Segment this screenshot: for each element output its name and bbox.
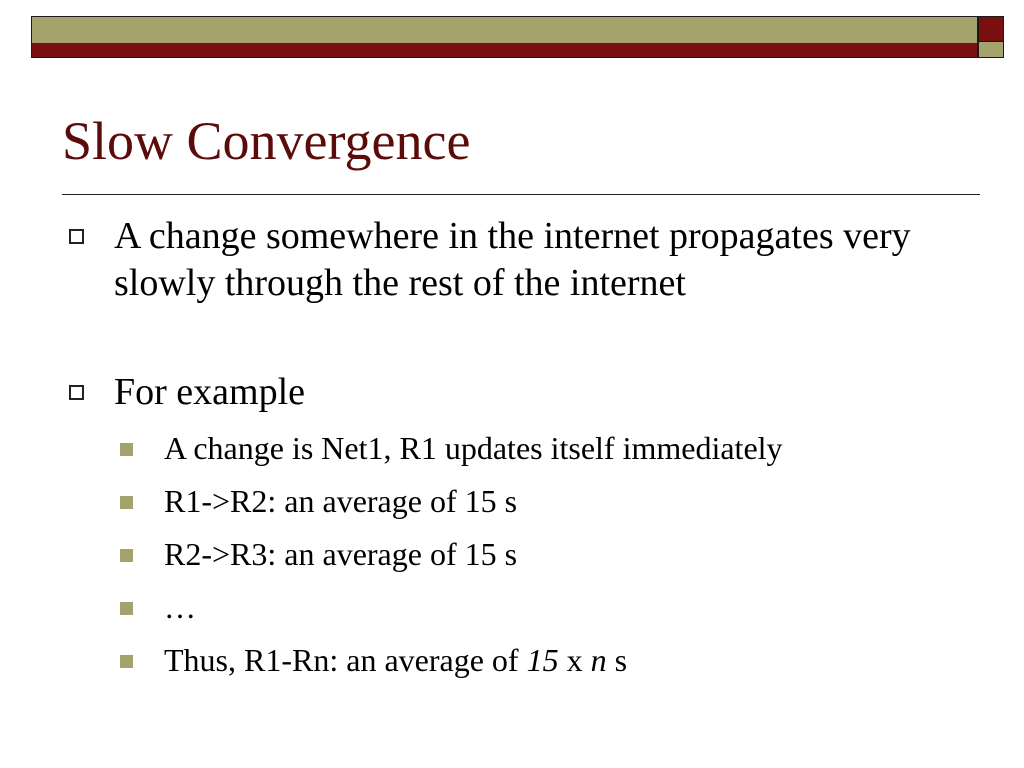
hollow-square-bullet-icon: [69, 385, 84, 400]
sub-bullet-text: …: [164, 589, 196, 625]
sub-bullet-variable: n: [590, 642, 607, 678]
sub-bullet-text: A change is Net1, R1 updates itself immediately: [164, 430, 783, 466]
sub-bullet-thus-r1-rn: [164, 640, 984, 680]
filled-square-bullet-icon: [120, 655, 133, 668]
sub-bullet-net1-change: [164, 428, 984, 468]
bullet-item-for-example: [114, 369, 974, 416]
sub-bullet-unit: s: [606, 642, 628, 678]
filled-square-bullet-icon: [120, 443, 133, 456]
top-banner: [31, 16, 978, 58]
sub-bullet-ellipsis: [164, 587, 984, 627]
hollow-square-bullet-icon: [69, 229, 84, 244]
sub-bullet-r2-r3: [164, 534, 984, 574]
sub-bullet-text: R1->R2: an average of 15 s: [164, 483, 518, 519]
slide-title: Slow Convergence: [62, 111, 471, 171]
banner-corner-olive-block: [978, 41, 1004, 58]
title-divider: [62, 194, 980, 195]
sub-bullet-prefix: Thus, R1-Rn: an average of: [164, 642, 527, 678]
banner-olive-stripe: [32, 17, 977, 43]
sub-bullet-times: x: [558, 642, 591, 678]
filled-square-bullet-icon: [120, 549, 133, 562]
banner-corner-maroon-block: [978, 16, 1004, 42]
filled-square-bullet-icon: [120, 602, 133, 615]
sub-bullet-r1-r2: [164, 481, 984, 521]
bullet-text: A change somewhere in the internet propagates very slowly through the rest of the internet: [114, 215, 911, 304]
bullet-text: For example: [114, 371, 306, 413]
filled-square-bullet-icon: [120, 496, 133, 509]
sub-bullet-text: R2->R3: an average of 15 s: [164, 536, 518, 572]
sub-bullet-number: 15: [526, 642, 559, 678]
bullet-item-change-propagates: [114, 213, 974, 307]
banner-maroon-stripe: [32, 43, 977, 57]
